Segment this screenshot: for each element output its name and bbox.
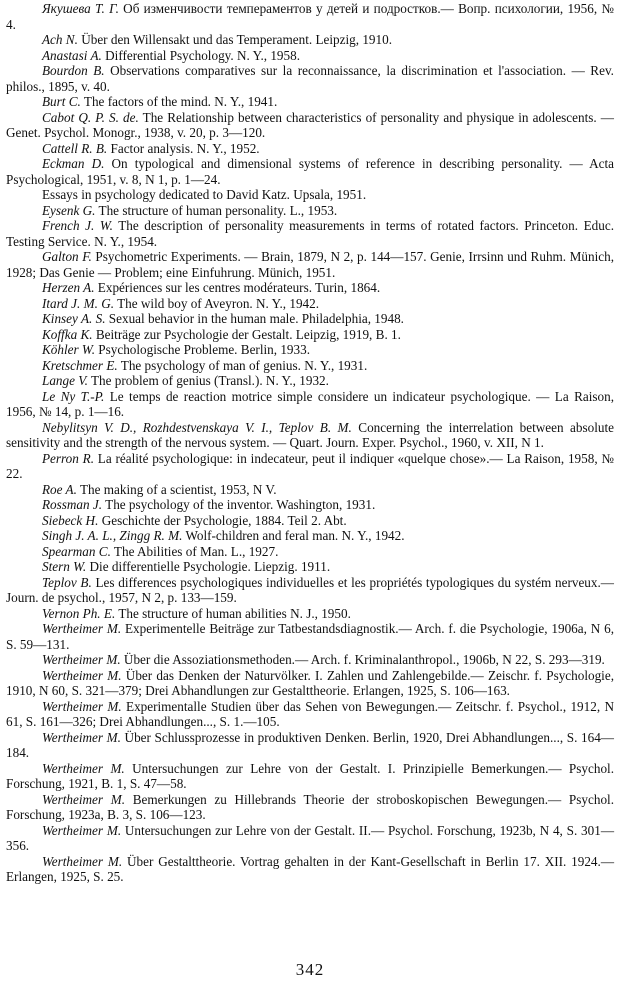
reference-entry (6, 544, 614, 560)
reference-entry (6, 559, 614, 575)
reference-text: Bemerkungen zu Hillebrands Theorie der stroboskopischen Bewegungen.— Psychol. Forschung, 1923a, B. 3, S. 106—123. (6, 791, 614, 822)
reference-entry (6, 823, 614, 854)
reference-entry (6, 652, 614, 668)
reference-text: The psychology of the inventor. Washington, 1931. (102, 497, 376, 512)
reference-text: Les differences psychologiques individuelles et les propriétés typologiques du systém nerveux.— Journ. de psychol., 1957, N 2, p. 133—159. (6, 574, 614, 605)
reference-entry (6, 730, 614, 761)
reference-author: Lange V. (42, 373, 88, 388)
reference-text: On typological and dimensional systems of reference in describing personality. — Acta Psychological, 1951, v. 8, N 1, p. 1—24. (6, 156, 614, 187)
page-number: 342 (295, 960, 325, 979)
reference-author: Spearman C. (42, 543, 111, 559)
reference-text: Wolf-children and feral man. N. Y., 1942. (182, 528, 405, 543)
reference-author: Wertheimer M. (42, 621, 122, 636)
reference-entry (6, 110, 614, 141)
reference-entry (6, 854, 614, 885)
reference-author: Stern W. (42, 559, 87, 574)
reference-author: Roe A. (42, 481, 77, 497)
reference-author: Kinsey A. S. (42, 311, 106, 326)
reference-text: Geschichte der Psychologie, 1884. Teil 2. Abt. (98, 512, 347, 528)
reference-entry (6, 327, 614, 343)
reference-entry (6, 218, 614, 249)
reference-text: Über Gestalttheorie. Vortrag gehalten in der Kant-Gesellschaft in Berlin 17. XII. 1924.— Erlangen, 1925, S. 25. (6, 853, 615, 884)
reference-author: Köhler W. (42, 342, 95, 357)
reference-entry (6, 451, 614, 482)
reference-text: Beiträge zur Psychologie der Gestalt. Leipzig, 1919, B. 1. (92, 326, 401, 342)
reference-author: Vernon Ph. E. (42, 605, 116, 621)
reference-text: Über Schlussprozesse in produktiven Denken. Berlin, 1920, Drei Abhandlungen..., S. 164—184. (6, 729, 614, 760)
reference-entry (6, 513, 614, 529)
reference-author: Singh J. A. L., Zingg R. M. (42, 528, 183, 543)
reference-author: Rossman J. (42, 497, 103, 512)
reference-author: French J. W. (42, 218, 113, 233)
reference-text: Untersuchungen zur Lehre von der Gestalt. I. Prinzipielle Bemerkungen.— Psychol. Forschung, 1921, B. 1, S. 47—58. (6, 760, 614, 791)
reference-text: The psychology of man of genius. N. Y., 1931. (117, 357, 368, 373)
reference-text: The problem of genius (Transl.). N. Y., 1932. (87, 373, 329, 388)
reference-author: Wertheimer M. (42, 698, 122, 714)
reference-entry (6, 32, 614, 48)
reference-author: Wertheimer M. (42, 667, 122, 683)
reference-entry (6, 668, 614, 699)
reference-text: Experimentelle Beiträge zur Tatbestandsdiagnostik.— Arch. f. die Psychologie, 1906a, N 6, S. 59—131. (6, 621, 614, 652)
reference-entry (6, 187, 614, 203)
reference-entry (6, 141, 614, 157)
reference-author: Kretschmer E. (42, 357, 118, 373)
reference-entry (6, 575, 614, 606)
reference-author: Ach N. (42, 32, 78, 47)
reference-entry (6, 358, 614, 374)
reference-author: Якушева Т. Г. (42, 1, 119, 16)
reference-author: Siebeck H. (42, 512, 99, 528)
reference-text: Le temps de reaction motrice simple considere un indicateur psychologique. — La Raison, 1956, № 14, p. 1—16. (6, 388, 615, 419)
reference-author: Wertheimer M. (42, 822, 122, 838)
reference-author: Wertheimer M. (42, 760, 125, 776)
reference-entry (6, 389, 614, 420)
reference-text: Über den Willensakt und das Temperament. Leipzig, 1910. (77, 32, 393, 47)
reference-text: The description of personality measurements in terms of rotated factors. Princeton. Educ. Testing Service. N. Y., 1954. (6, 218, 614, 249)
reference-text: Observations comparatives sur la reconnaissance, la discrimination et l'association. — Rev. philos., 1895, v. 40. (6, 63, 614, 94)
reference-entry (6, 761, 614, 792)
reference-entry (6, 1, 614, 32)
reference-text: La réalité psychologique: in indecateur, peut il indiquer «quelque chose».— La Raison, 1958, № 22. (6, 450, 614, 481)
reference-entry (6, 249, 614, 280)
reference-author: Eckman D. (42, 156, 105, 171)
reference-author: Wertheimer M. (42, 729, 121, 745)
reference-entry (6, 528, 614, 544)
reference-text: Untersuchungen zur Lehre von der Gestalt. II.— Psychol. Forschung, 1923b, N 4, S. 301—356. (6, 822, 615, 853)
reference-entry (6, 296, 614, 312)
reference-author: Perron R. (42, 450, 95, 466)
reference-entry (6, 280, 614, 296)
reference-author: Eysenk G. (42, 202, 96, 218)
reference-entry (6, 48, 614, 64)
reference-entry (6, 792, 614, 823)
reference-author: Koffka K. (42, 326, 93, 342)
reference-author: Anastasi A. (42, 47, 102, 63)
reference-entry (6, 63, 614, 94)
reference-author: Nebylitsyn V. D., Rozhdestvenskaya V. I., Teplov B. M. (42, 419, 352, 435)
reference-text: Über die Assoziationsmethoden.— Arch. f. Kriminalanthropol., 1906b, N 22, S. 293—319. (120, 652, 605, 667)
bibliography-list (6, 1, 614, 885)
reference-text: The making of a scientist, 1953, N V. (76, 481, 277, 497)
reference-text: The structure of human abilities N. J., 1950. (115, 605, 351, 621)
reference-entry (6, 621, 614, 652)
reference-text: The factors of the mind. N. Y., 1941. (80, 94, 278, 109)
reference-author: Wertheimer M. (42, 652, 121, 667)
reference-entry (6, 342, 614, 358)
reference-text: Die differentielle Psychologie. Liepzig. 1911. (86, 559, 331, 574)
reference-text: The structure of human personality. L., 1953. (95, 202, 338, 218)
reference-text: Expériences sur les centres modérateurs. Turin, 1864. (94, 280, 381, 295)
reference-entry (6, 420, 614, 451)
reference-entry (6, 373, 614, 389)
reference-author: Wertheimer M. (42, 791, 126, 807)
reference-text: Differential Psychology. N. Y., 1958. (101, 47, 301, 63)
reference-author: Itard J. M. G. (42, 295, 115, 311)
reference-author: Cabot Q. P. S. de. (42, 109, 139, 125)
reference-text: The Relationship between characteristics of personality and physique in adolescents. — Genet. Psychol. Monogr., 1938, v. 20, p. 3—120. (6, 109, 614, 140)
reference-entry (6, 311, 614, 327)
reference-author: Teplov B. (42, 574, 92, 590)
reference-text: Experimentalle Studien über das Sehen von Bewegungen.— Zeitschr. f. Psychol., 1912, N 61, S. 161—326; Drei Abhandlungen..., S. 1.—105. (6, 698, 614, 729)
reference-text: Об изменчивости темпераментов у детей и подростков.— Вопр. психологии, 1956, № 4. (6, 1, 614, 32)
reference-text: Psychometric Experiments. — Brain, 1879, N 2, p. 144—157. Genie, Irrsinn und Ruhm. Münich, 1928; Das Genie — Problem; eine Einfuhrung. Münich, 1951. (6, 249, 614, 280)
reference-entry (6, 94, 614, 110)
reference-entry (6, 156, 614, 187)
reference-author: Cattell R. B. (42, 140, 108, 156)
reference-entry (6, 497, 614, 513)
reference-entry (6, 699, 614, 730)
reference-text: Factor analysis. N. Y., 1952. (107, 140, 260, 156)
reference-entry (6, 606, 614, 622)
reference-entry (6, 482, 614, 498)
reference-text: The Abilities of Man. L., 1927. (110, 543, 279, 559)
reference-author: Burt C. (42, 94, 81, 109)
reference-author: Bourdon B. (42, 63, 105, 78)
reference-author: Le Ny T.-P. (42, 388, 105, 404)
reference-text: Sexual behavior in the human male. Philadelphia, 1948. (105, 311, 404, 326)
reference-author: Herzen A. (42, 280, 95, 295)
reference-text: The wild boy of Aveyron. N. Y., 1942. (114, 295, 320, 311)
reference-text: Psychologische Probleme. Berlin, 1933. (95, 342, 311, 357)
reference-text: Essays in psychology dedicated to David Katz. Upsala, 1951. (42, 187, 367, 202)
reference-entry (6, 203, 614, 219)
reference-text: Über das Denken der Naturvölker. I. Zahlen und Zahlengebilde.— Zeischr. f. Psychologie, 1910, N 60, S. 321—379; Drei Abhandlungen zur Gestalttheorie. Erlangen, 1925, S. 106—163. (6, 667, 614, 698)
reference-author: Galton F. (42, 249, 92, 264)
reference-text: Concerning the interrelation between absolute sensitivity and the strength of the nervous system. — Quart. Journ. Exper. Psychol., 1960, v. XII, N 1. (6, 419, 614, 450)
reference-author: Wertheimer M. (42, 853, 123, 869)
